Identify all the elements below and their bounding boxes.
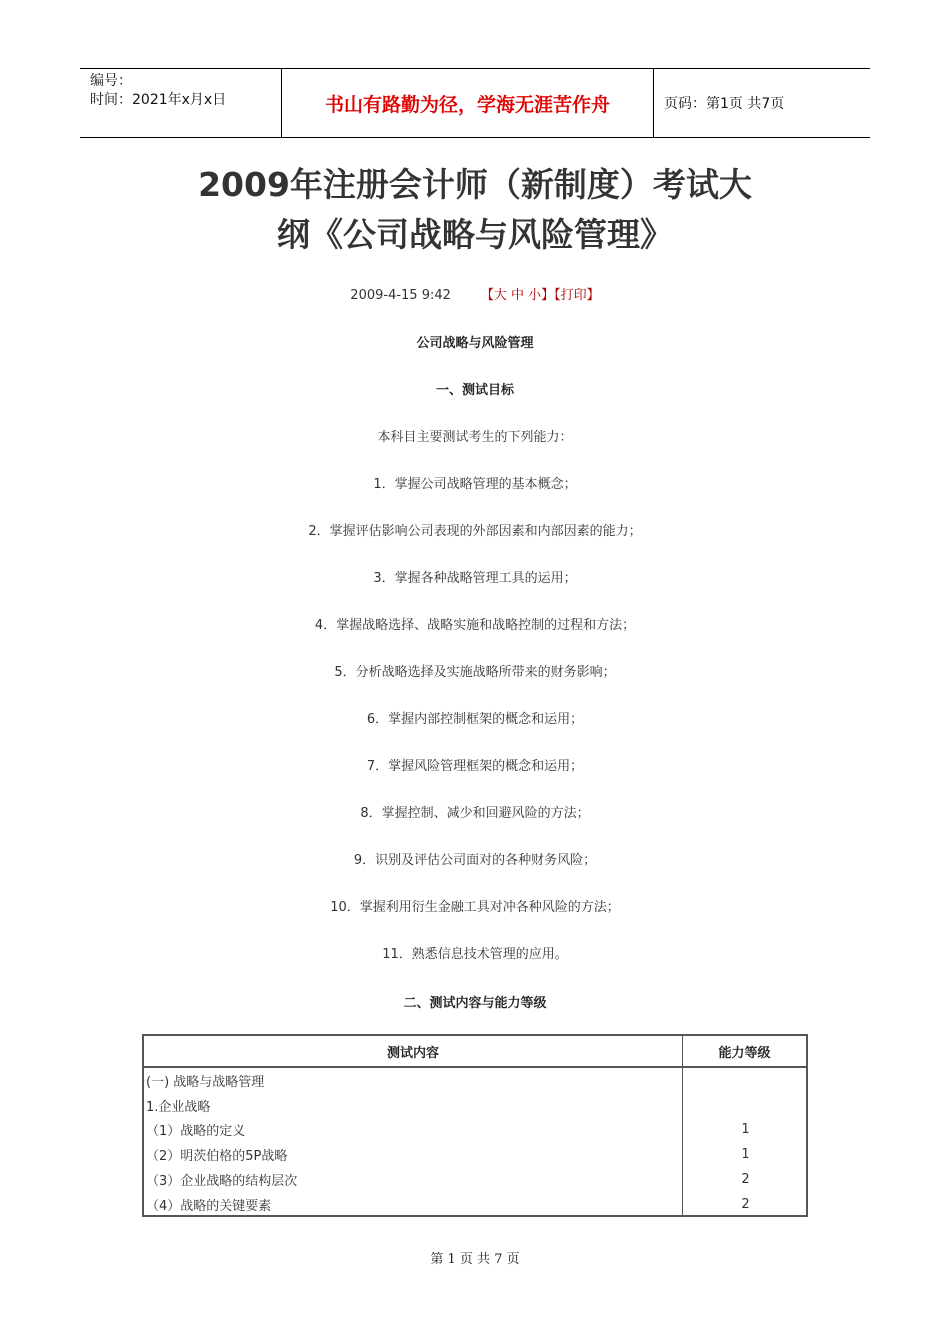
item-number: 10． [330,900,360,915]
item-number: 8． [360,806,382,821]
table-row [144,1118,806,1143]
row-level: 2 [741,1196,750,1212]
table-header-row [144,1036,806,1067]
row-level [683,1093,807,1118]
header-motto: 书山有路勤为径，学海无涯苦作舟 [281,69,654,137]
row-content: (一) 战略与战略管理 [144,1067,683,1093]
item-number: 11． [382,947,412,962]
item-number: 9． [353,853,376,868]
table-row [144,1167,806,1192]
table-row [144,1192,806,1217]
item-text: 熟悉信息技术管理的应用。 [411,947,568,962]
header-left-cell [80,69,281,137]
publish-datetime: 2009-4-15 9:42 [350,288,451,303]
section1-heading: 一、测试目标 [435,383,514,398]
objective-item [0,520,950,539]
article-meta [0,284,950,303]
col-header-content: 测试内容 [144,1036,683,1067]
section2-heading: 二、测试内容与能力等级 [403,996,547,1011]
item-number: 6． [366,712,389,727]
objective-item [0,896,950,915]
table-row [144,1093,806,1118]
row-content: （2）明茨伯格的5P战略 [144,1142,683,1167]
item-number: 3． [373,571,395,586]
item-text: 掌握风险管理框架的概念和运用； [388,759,584,774]
item-number: 2． [308,524,330,539]
item-number: 4． [314,618,337,633]
row-content: 1.企业战略 [144,1093,683,1118]
objective-item [0,473,950,492]
item-text: 掌握内部控制框架的概念和运用； [388,712,584,727]
table-row [144,1142,806,1167]
objective-item [0,943,950,962]
col-header-level: 能力等级 [683,1036,807,1067]
item-text: 掌握战略选择、战略实施和战略控制的过程和方法； [336,618,636,633]
item-text: 掌握评估影响公司表现的外部因素和内部因素的能力； [329,524,642,539]
item-text: 掌握控制、减少和回避风险的方法； [381,806,590,821]
title-line-1: 2009年注册会计师（新制度）考试大 [198,165,752,204]
header-page-info: 页码：第1页 共7页 [664,96,785,112]
row-level: 1 [741,1122,750,1138]
page-footer: 第 1 页 共 7 页 [430,1252,520,1267]
item-text: 识别及评估公司面对的各种财务风险； [375,853,597,868]
row-content: （4）战略的关键要素 [144,1192,683,1217]
subject-heading: 公司战略与风险管理 [416,336,534,351]
font-size-control[interactable]: 【大 中 小】 [480,288,555,303]
objective-item [0,708,950,727]
item-text: 掌握公司战略管理的基本概念； [394,477,577,492]
row-content: （1）战略的定义 [144,1118,683,1143]
objective-item [0,614,950,633]
table-row [144,1067,806,1093]
row-level: 2 [741,1172,750,1188]
time-label: 时间：2021年x月x日 [90,92,227,108]
item-text: 掌握各种战略管理工具的运用； [394,571,577,586]
item-text: 掌握利用衍生金融工具对冲各种风险的方法； [359,900,620,915]
title-line-2: 纲《公司战略与风险管理》 [277,215,673,254]
item-number: 1． [373,477,395,492]
objective-item [0,849,950,868]
item-number: 5． [334,665,356,680]
serial-label: 编号： [90,73,132,89]
document-header [80,68,870,138]
row-level [683,1067,807,1093]
objective-item [0,802,950,821]
row-level: 1 [741,1147,750,1163]
objective-item [0,567,950,586]
item-number: 7． [366,759,389,774]
row-content: （3）企业战略的结构层次 [144,1167,683,1192]
section1-intro [0,426,950,445]
item-text: 分析战略选择及实施战略所带来的财务影响； [355,665,616,680]
document-title [100,160,850,260]
intro-text: 本科目主要测试考生的下列能力： [377,430,573,445]
objective-item [0,755,950,774]
content-level-table [142,1034,808,1217]
objective-item [0,661,950,680]
print-link[interactable]: 【打印】 [554,288,600,303]
